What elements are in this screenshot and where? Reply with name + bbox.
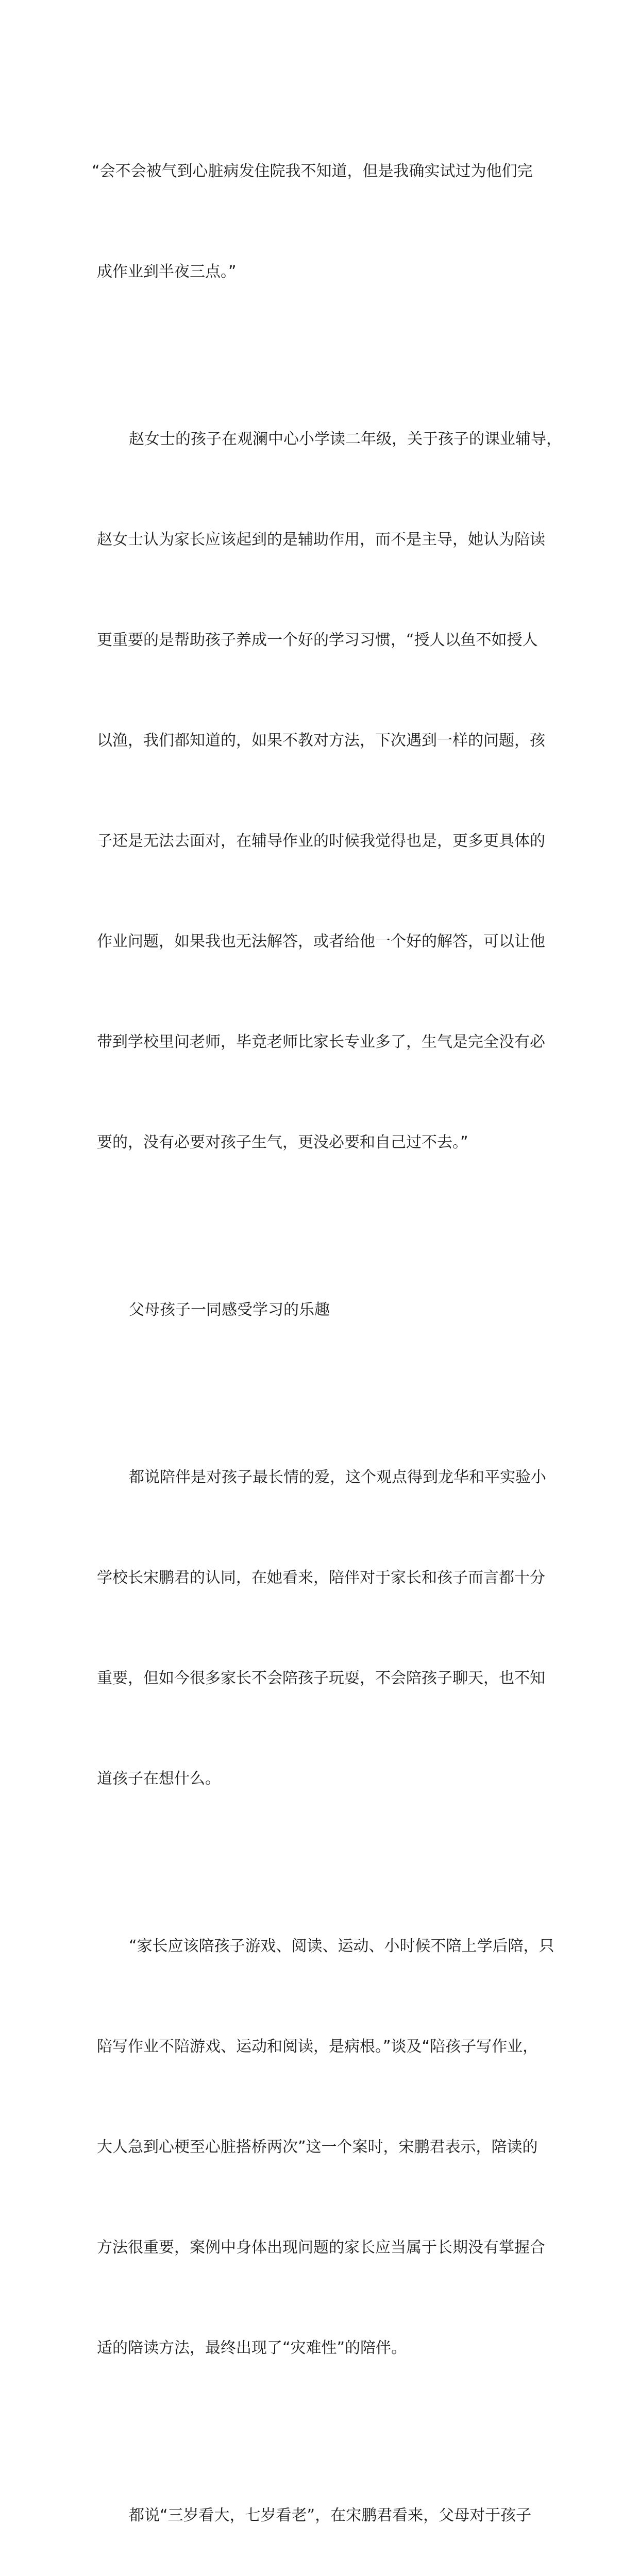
text-line: 子还是无法去面对，在辅导作业的时候我觉得也是，更多更具体的 bbox=[97, 832, 545, 850]
paragraph-quote-continuation bbox=[92, 88, 550, 355]
text-line: 要的，没有必要对孩子生气，更没必要和自己过不去。” bbox=[97, 1133, 468, 1151]
text-line: “会不会被气到心脏病发住院我不知道，但是我确实试过为他们完 bbox=[92, 162, 533, 180]
text-line: 赵女士认为家长应该起到的是辅助作用，而不是主导，她认为陪读 bbox=[97, 531, 545, 549]
paragraph-zhao-opinion bbox=[97, 355, 562, 1226]
section-heading-text: 父母孩子一同感受学习的乐趣 bbox=[129, 1301, 330, 1319]
text-line: “家长应该陪孩子游戏、阅读、运动、小时候不陪上学后陪，只 bbox=[129, 1937, 554, 1955]
article-body bbox=[92, 88, 562, 2576]
text-line: 都说“三岁看大，七岁看老”，在宋鹏君看来，父母对于孩子 bbox=[129, 2506, 532, 2524]
text-line: 道孩子在想什么。 bbox=[97, 1770, 221, 1788]
text-line: 都说陪伴是对孩子最长情的爱，这个观点得到龙华和平实验小 bbox=[129, 1468, 546, 1486]
paragraph-early-companionship bbox=[97, 2432, 550, 2576]
text-line: 陪写作业不陪游戏、运动和阅读，是病根。”谈及“陪孩子写作业， bbox=[97, 2038, 539, 2056]
text-line: 更重要的是帮助孩子养成一个好的学习习惯，“授人以鱼不如授人 bbox=[97, 631, 538, 649]
text-line: 作业问题，如果我也无法解答，或者给他一个好的解答，可以让他 bbox=[97, 933, 545, 951]
text-line: 大人急到心梗至心脏搭桥两次”这一个案时，宋鹏君表示，陪读的 bbox=[97, 2138, 538, 2156]
text-line: 重要，但如今很多家长不会陪孩子玩耍，不会陪孩子聊天，也不知 bbox=[97, 1669, 545, 1687]
text-line: 赵女士的孩子在观澜中心小学读二年级，关于孩子的课业辅导， bbox=[129, 430, 562, 448]
text-line: 带到学校里问老师，毕竟老师比家长专业多了，生气是完全没有必 bbox=[97, 1033, 545, 1051]
text-line: 成作业到半夜三点。” bbox=[97, 263, 237, 281]
paragraph-companionship bbox=[97, 1394, 550, 1862]
section-heading bbox=[97, 1226, 550, 1394]
text-line: 学校长宋鹏君的认同，在她看来，陪伴对于家长和孩子而言都十分 bbox=[97, 1569, 545, 1587]
text-line: 方法很重要，案例中身体出现问题的家长应当属于长期没有掌握合 bbox=[97, 2239, 545, 2257]
text-line: 以渔，我们都知道的，如果不教对方法，下次遇到一样的问题，孩 bbox=[97, 732, 545, 750]
paragraph-song-quote bbox=[97, 1862, 554, 2432]
text-line: 适的陪读方法，最终出现了“灾难性”的陪伴。 bbox=[97, 2339, 407, 2357]
